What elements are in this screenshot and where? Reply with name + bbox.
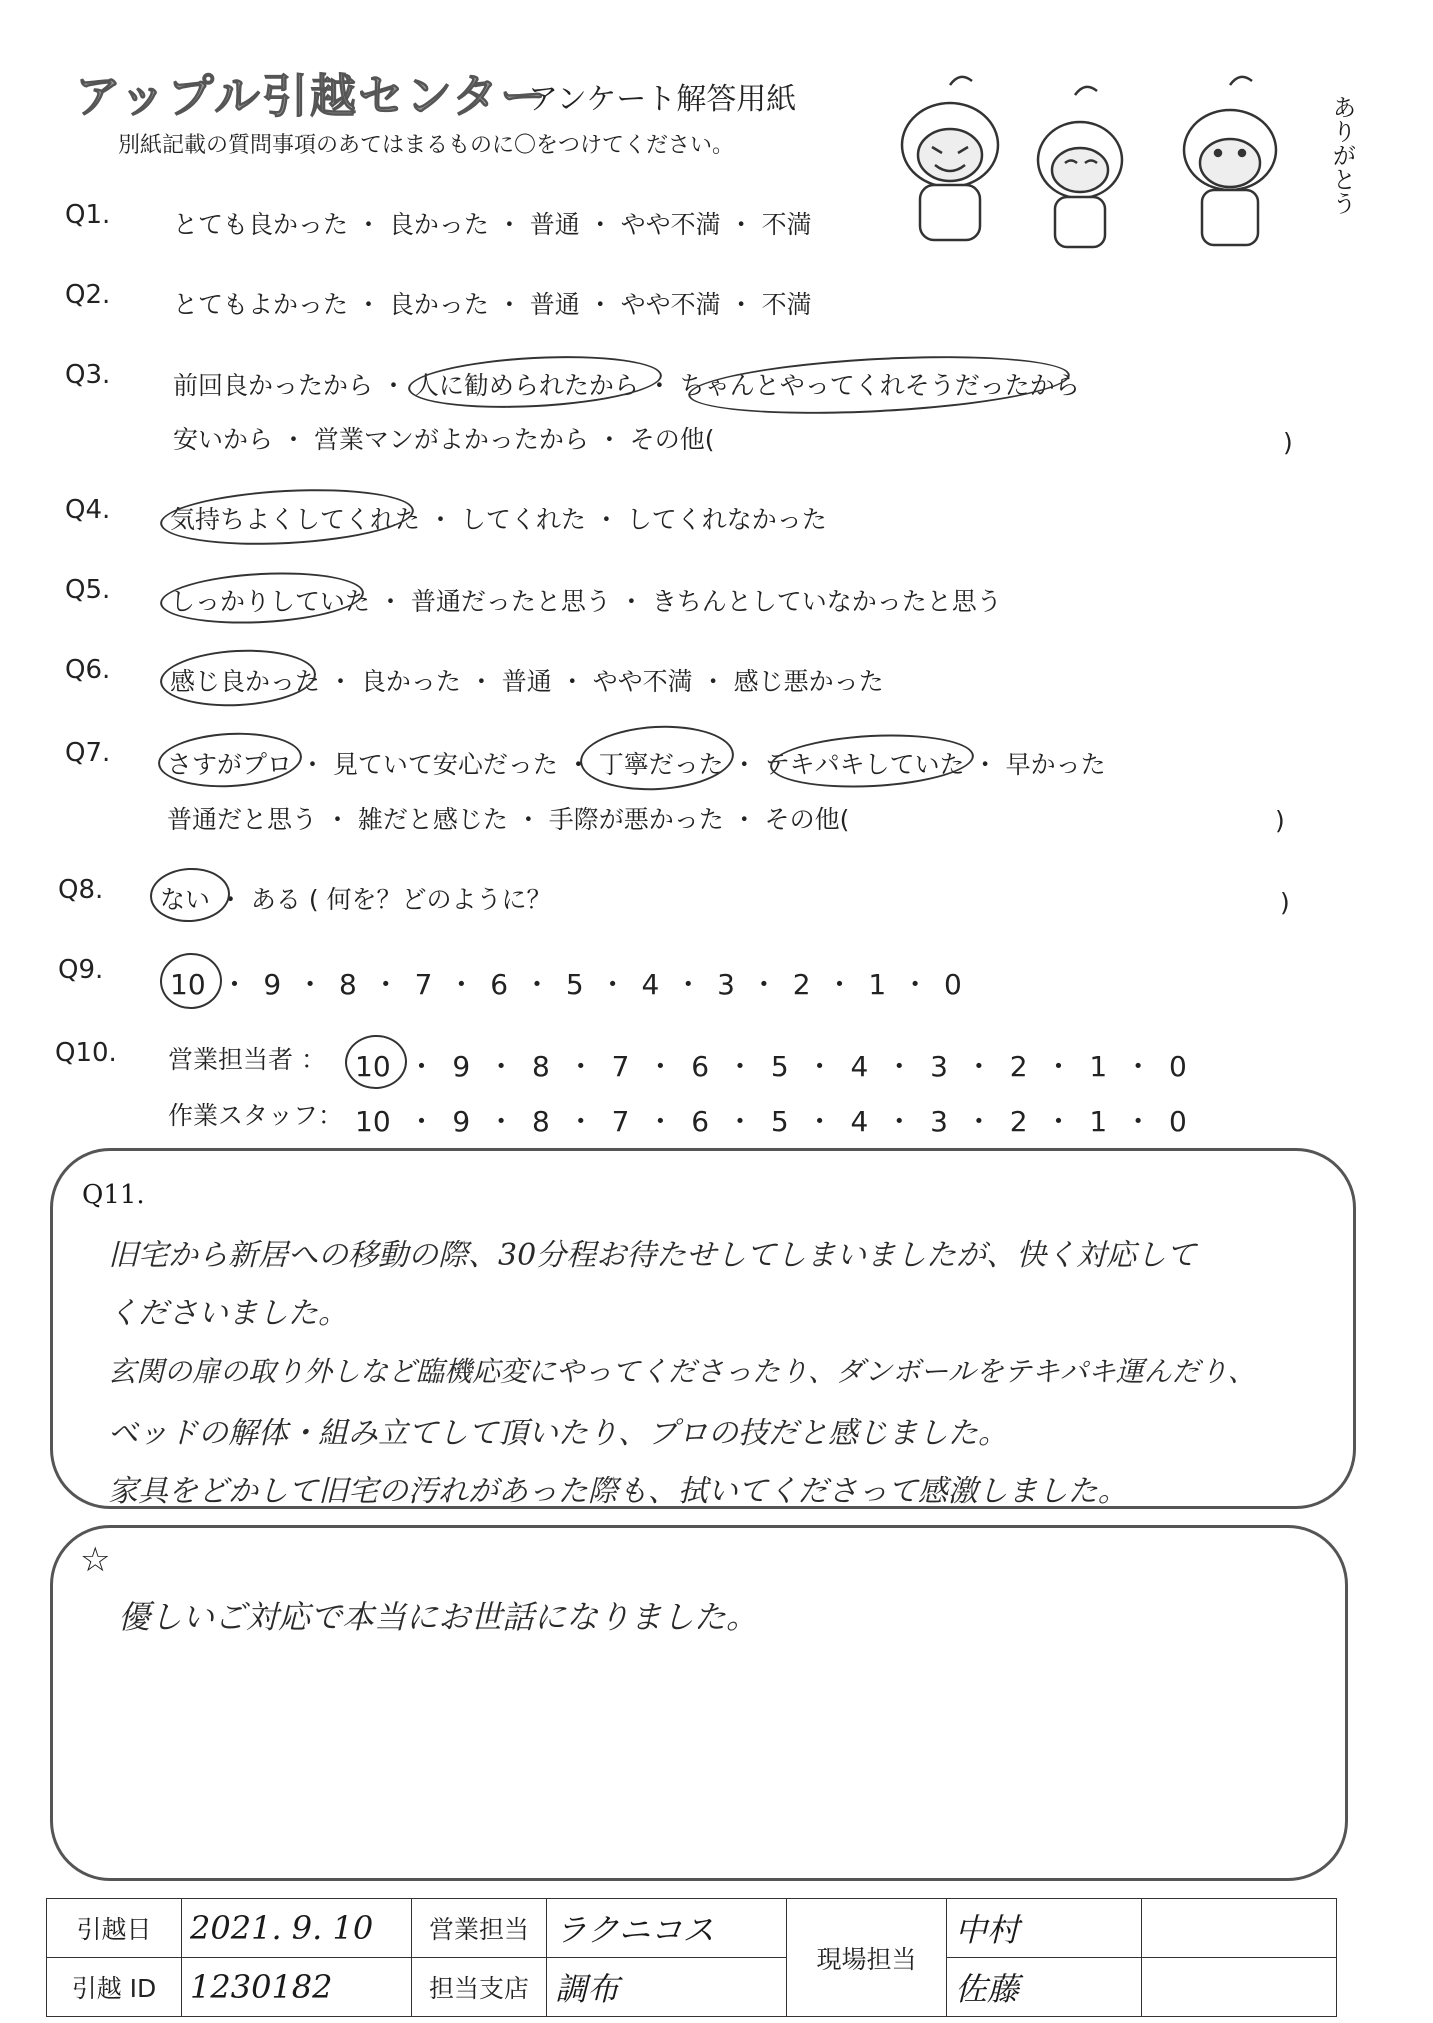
q7-options-line1: さすがプロ ・ 見ていて安心だった ・ 丁寧だった ・ テキパキしていた ・ 早かった: [167, 750, 1106, 779]
q7-options-line2: 普通だと思う ・ 雑だと感じた ・ 手際が悪かった ・ その他(: [167, 805, 850, 834]
mascot-caption: ありがとう: [1328, 95, 1356, 215]
q3-options-line1: 前回良かったから ・ 人に勧められたから ・ ちゃんとやってくれそうだったから: [173, 371, 1080, 400]
branch-label: 担当支店: [412, 1958, 547, 2017]
q10-sales-scale: 10 ・ 9 ・ 8 ・ 7 ・ 6 ・ 5 ・ 4 ・ 3 ・ 2 ・ 1 ・ 0: [355, 1050, 1187, 1083]
q1-options: とても良かった ・ 良かった ・ 普通 ・ やや不満 ・ 不満: [173, 210, 812, 239]
q3-paren-close: ): [1283, 428, 1293, 457]
q8-paren-close: ): [1280, 888, 1290, 917]
site-rep-empty-2: [1142, 1958, 1337, 2017]
mascot-illustration: [890, 75, 1350, 255]
form-title: アンケート解答用紙: [528, 82, 797, 117]
q5-label: Q5.: [65, 575, 111, 605]
q11-line-5: 家具をどかして旧宅の汚れがあった際も、拭いてくださって感激しました。: [108, 1474, 1128, 1509]
q3-label: Q3.: [65, 360, 111, 390]
q1-label: Q1.: [65, 200, 111, 230]
move-id-value: 1230182: [182, 1958, 412, 2017]
q6-selection-mark: [159, 646, 318, 710]
q2-label: Q2.: [65, 280, 111, 310]
q7-selection-mark-2: [578, 722, 735, 794]
q7-label: Q7.: [65, 738, 111, 768]
message-text: 優しいご対応で本当にお世話になりました。: [118, 1598, 759, 1636]
site-rep-label: 現場担当: [787, 1899, 947, 2017]
q6-options: 感じ良かった ・ 良かった ・ 普通 ・ やや不満 ・ 感じ悪かった: [170, 667, 884, 696]
footer-info-table: [46, 1898, 1337, 2017]
sales-rep-value: ラクニコス: [547, 1899, 787, 1958]
q4-label: Q4.: [65, 495, 111, 525]
q7-selection-mark-3: [769, 730, 975, 793]
q11-label: Q11.: [82, 1180, 145, 1210]
star-icon: ☆: [80, 1540, 111, 1580]
q5-selection-mark: [159, 568, 365, 629]
q10-staff-label: 作業スタッフ：: [168, 1101, 344, 1130]
site-rep-value-2: 佐藤: [947, 1958, 1142, 2017]
q4-selection-mark: [159, 483, 415, 550]
q11-comment: [108, 1230, 1318, 1524]
q7-selection-mark-1: [157, 729, 304, 790]
q2-options: とてもよかった ・ 良かった ・ 普通 ・ やや不満 ・ 不満: [173, 290, 812, 319]
move-id-label: 引越 ID: [47, 1958, 182, 2017]
company-name: アップル引越センター: [75, 69, 549, 123]
sales-rep-label: 営業担当: [412, 1899, 547, 1958]
q9-label: Q9.: [58, 955, 104, 985]
q8-label: Q8.: [58, 875, 104, 905]
message-box: [50, 1525, 1348, 1881]
site-rep-value-1: 中村: [947, 1899, 1142, 1958]
site-rep-empty-1: [1142, 1899, 1337, 1958]
q7-paren-close: ): [1275, 806, 1285, 835]
q4-options: 気持ちよくしてくれた ・ してくれた ・ してくれなかった: [170, 505, 827, 534]
q3-options-line2: 安いから ・ 営業マンがよかったから ・ その他(: [173, 425, 715, 454]
q3-selection-mark-2: [687, 348, 1071, 422]
q5-options: しっかりしていた ・ 普通だったと思う ・ きちんとしていなかったと思う: [170, 587, 1002, 616]
q11-line-1: 旧宅から新居への移動の際、30分程お待たせしてしまいましたが、快く対応して: [108, 1238, 1197, 1273]
q9-scale: 10 ・ 9 ・ 8 ・ 7 ・ 6 ・ 5 ・ 4 ・ 3 ・ 2 ・ 1 ・ 0: [170, 968, 962, 1001]
q10-label: Q10.: [55, 1038, 117, 1068]
q3-selection-mark-1: [407, 350, 663, 413]
q11-line-3: 玄関の扉の取り外しなど臨機応変にやってくださったり、ダンボールをテキパキ運んだり、: [108, 1355, 1256, 1388]
instruction-text: 別紙記載の質問事項のあてはまるものに〇をつけてください。: [118, 133, 735, 158]
q8-options: ない ・ ある ( 何を？どのように？: [160, 885, 552, 914]
q6-label: Q6.: [65, 655, 111, 685]
branch-value: 調布: [547, 1958, 787, 2017]
move-date-label: 引越日: [47, 1899, 182, 1958]
move-date-value: 2021. 9. 10: [182, 1899, 412, 1958]
q10-staff-scale: 10 ・ 9 ・ 8 ・ 7 ・ 6 ・ 5 ・ 4 ・ 3 ・ 2 ・ 1 ・ 0: [355, 1105, 1187, 1138]
q10-sales-label: 営業担当者 ：: [168, 1045, 326, 1074]
q11-line-2: くださいました。: [108, 1296, 348, 1331]
q11-line-4: ベッドの解体・組み立てして頂いたり、プロの技だと感じました。: [108, 1416, 1008, 1451]
